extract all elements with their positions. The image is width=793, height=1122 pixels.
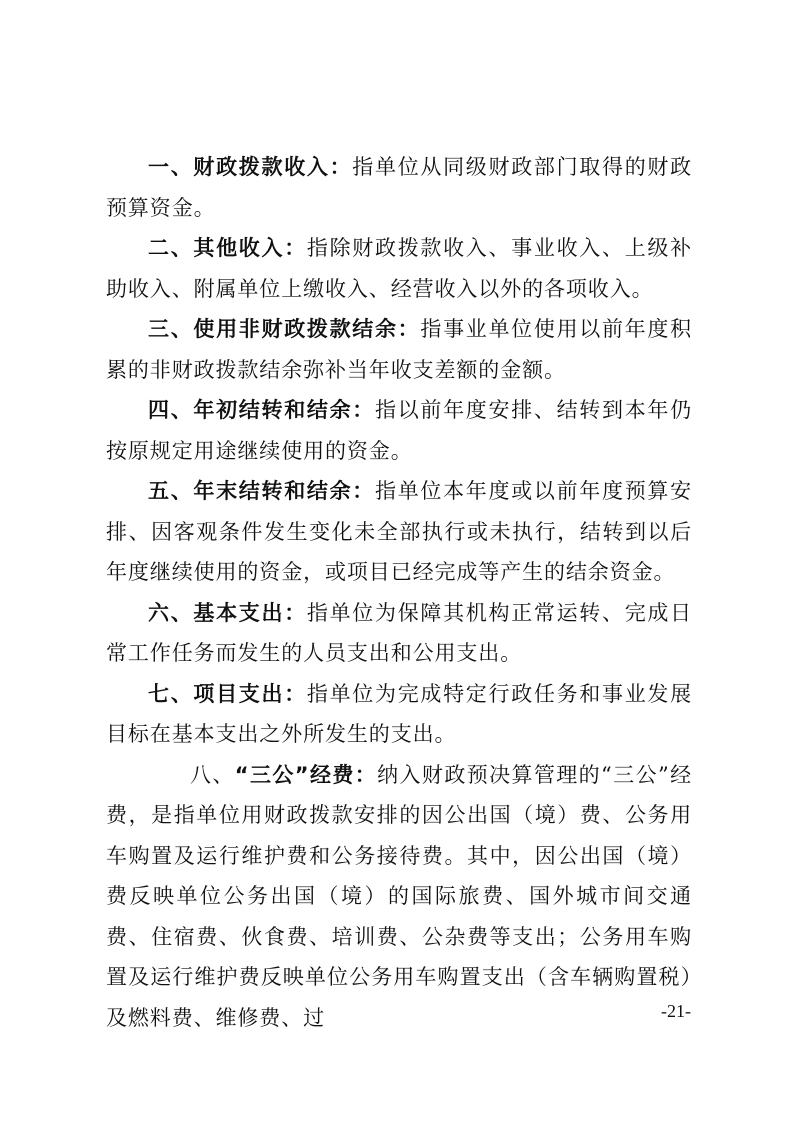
paragraph-non-fiscal-balance-use	[106, 309, 692, 390]
definition-text: 纳入财政预决算管理的“三公”经费，是指单位用财政拨款安排的因公出国（境）费、公务用车购置及运行维护费和公务接待费。其中，因公出国（境）费反映单位公务出国（境）的国际旅费、国外城市间交通费、住宿费、伙食费、培训费、公杂费等支出；公务用车购置及运行维护费反映单位公务用车购置支出（含车辆购置税）及燃料费、维修费、过	[106, 762, 692, 1030]
paragraph-basic-expenditure	[106, 593, 692, 674]
term-label: 七、项目支出：	[148, 681, 307, 706]
definition-text: 指单位本年度或以前年度预算安排、因客观条件发生变化未全部执行或未执行，结转到以后年度继续使用的资金，或项目已经完成等产生的结余资金。	[106, 479, 692, 584]
definition-text: 指单位从同级财政部门取得的财政预算资金。	[106, 155, 692, 220]
body-text	[106, 147, 692, 1038]
term-label: 五、年末结转和结余：	[148, 479, 375, 503]
definition-text: 指事业单位使用以前年度积累的非财政拨款结余弥补当年收支差额的金额。	[106, 317, 692, 382]
term-label: 二、其他收入：	[148, 236, 307, 260]
paragraph-fiscal-appropriation-income	[106, 147, 692, 228]
paragraph-ending-carryover	[106, 471, 692, 593]
item-number: 八、	[190, 762, 235, 787]
paragraph-other-income	[106, 228, 692, 309]
paragraph-three-public-expenses	[106, 755, 692, 1039]
term-label: 一、财政拨款收入：	[148, 155, 353, 179]
term-label: 三、使用非财政拨款结余：	[148, 317, 421, 341]
definition-text: 指除财政拨款收入、事业收入、上级补助收入、附属单位上缴收入、经营收入以外的各项收入。	[106, 236, 692, 301]
term-label: 六、基本支出：	[148, 600, 307, 625]
definition-text: 指单位为完成特定行政任务和事业发展目标在基本支出之外所发生的支出。	[106, 681, 692, 746]
paragraph-beginning-carryover	[106, 390, 692, 471]
page-number: -21-	[661, 1001, 691, 1021]
definition-text: 指以前年度安排、结转到本年仍按原规定用途继续使用的资金。	[106, 398, 692, 463]
paragraph-project-expenditure	[106, 674, 692, 755]
definition-text: 指单位为保障其机构正常运转、完成日常工作任务而发生的人员支出和公用支出。	[106, 600, 692, 665]
term-label: 四、年初结转和结余：	[148, 398, 375, 422]
term-label: “三公”经费：	[234, 762, 378, 787]
